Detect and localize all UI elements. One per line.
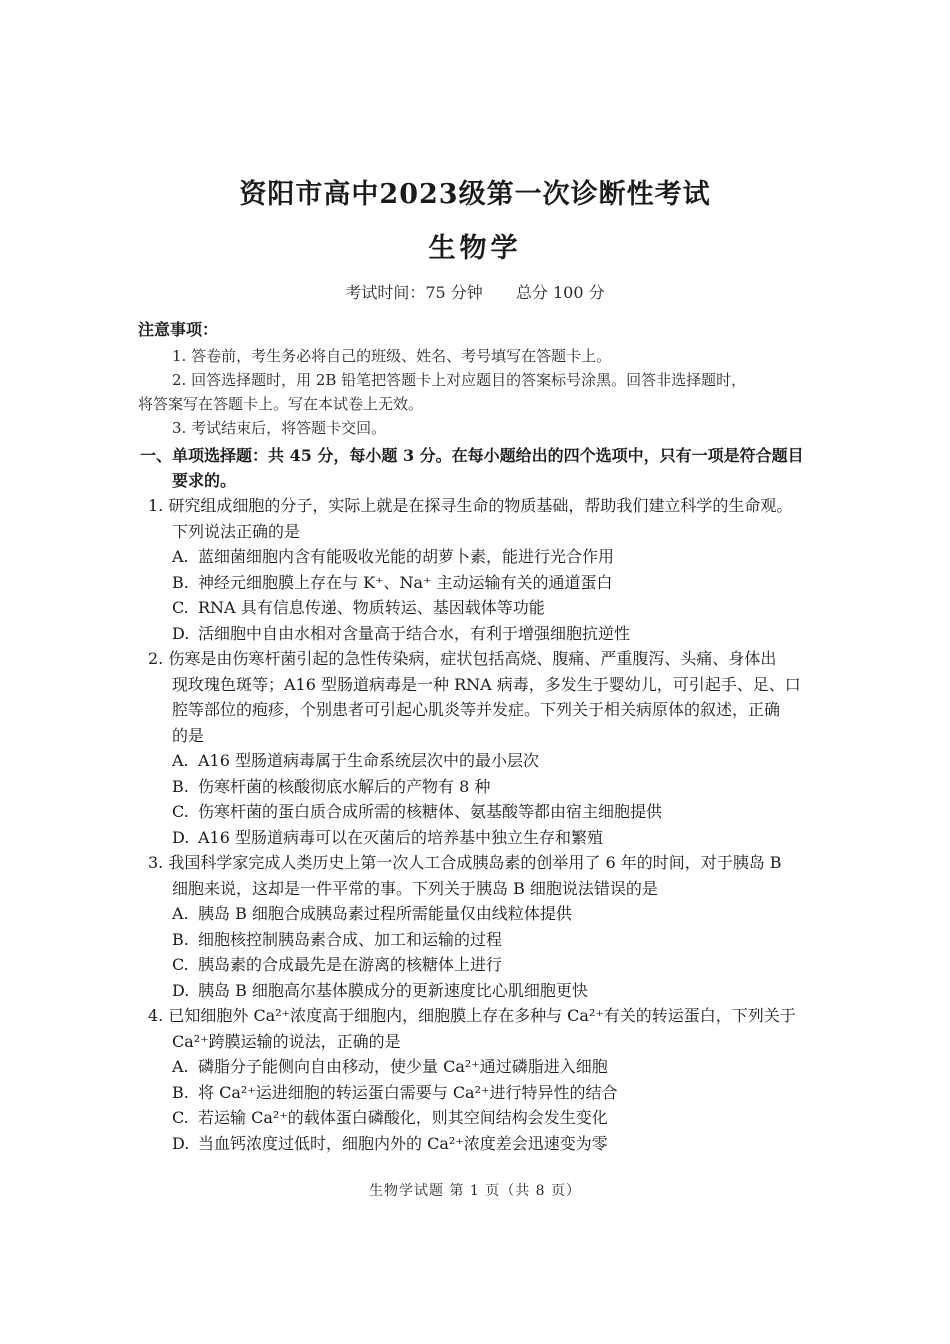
exam-info — [0, 280, 950, 303]
question-stem: 细胞来说，这却是一件平常的事。下列关于胰岛 B 细胞说法错误的是 — [172, 878, 658, 898]
option-a: A. 磷脂分子能侧向自由移动，使少量 Ca²⁺通过磷脂进入细胞 — [172, 1057, 608, 1076]
page-footer: 生物学试题 第 1 页（共 8 页） — [368, 1183, 582, 1199]
option-b: B. 神经元细胞膜上存在与 K⁺、Na⁺ 主动运输有关的通道蛋白 — [172, 572, 613, 592]
notes-item-continued: 将答案写在答题卡上。写在本试卷上无效。 — [138, 395, 424, 413]
question-stem: Ca²⁺跨膜运输的说法，正确的是 — [172, 1031, 401, 1051]
notes-item: 1. 答卷前，考生务必将自己的班级、姓名、考号填写在答题卡上。 — [172, 347, 612, 365]
option-d: D. 当血钙浓度过低时，细胞内外的 Ca²⁺浓度差会迅速变为零 — [172, 1133, 608, 1153]
option-a: A. 胰岛 B 细胞合成胰岛素过程所需能量仅由线粒体提供 — [172, 904, 572, 923]
option-c: C. RNA 具有信息传递、物质转运、基因载体等功能 — [172, 598, 545, 617]
question-stem: 现玫瑰色斑等；A16 型肠道病毒是一种 RNA 病毒，多发生于婴幼儿，可引起手、足、口 — [172, 674, 801, 694]
option-a: A. 蓝细菌细胞内含有能吸收光能的胡萝卜素，能进行光合作用 — [172, 547, 615, 566]
option-d: D. 活细胞中自由水相对含量高于结合水，有利于增强细胞抗逆性 — [172, 623, 631, 643]
section-line: 一、单项选择题：共 45 分，每小题 3 分。在每小题给出的四个选项中，只有一项是符合题目 — [140, 446, 804, 465]
option-a: A. A16 型肠道病毒属于生命系统层次中的最小层次 — [172, 751, 540, 770]
option-d: D. 胰岛 B 细胞高尔基体膜成分的更新速度比心肌细胞更快 — [172, 980, 588, 1000]
question-stem: 下列说法正确的是 — [172, 521, 301, 541]
option-c: C. 伤寒杆菌的蛋白质合成所需的核糖体、氨基酸等都由宿主细胞提供 — [172, 802, 663, 821]
exam-title: 资阳市高中2023级第一次诊断性考试 — [239, 179, 711, 210]
question-1 — [144, 493, 824, 646]
notes-item: 2. 回答选择题时，用 2B 铅笔把答题卡上对应题目的答案标号涂黑。回答非选择题时， — [172, 371, 747, 389]
section-heading — [140, 443, 820, 493]
notes-block — [138, 318, 818, 440]
question-stem: 腔等部位的疱疹，个别患者可引起心肌炎等并发症。下列关于相关病原体的叙述，正确 — [172, 700, 781, 719]
subject-title: 生物学 — [428, 233, 522, 264]
exam-score: 总分 100 分 — [515, 283, 605, 302]
option-c: C. 若运输 Ca²⁺的载体蛋白磷酸化，则其空间结构会发生变化 — [172, 1108, 608, 1127]
notes-heading: 注意事项： — [138, 320, 219, 339]
question-list — [144, 493, 824, 1156]
option-d: D. A16 型肠道病毒可以在灭菌后的培养基中独立生存和繁殖 — [172, 827, 604, 847]
question-4 — [144, 1003, 824, 1156]
question-stem: 4. 已知细胞外 Ca²⁺浓度高于细胞内，细胞膜上存在多种与 Ca²⁺有关的转运蛋白，下列关于 — [148, 1006, 796, 1025]
option-b: B. 细胞核控制胰岛素合成、加工和运输的过程 — [172, 929, 503, 949]
option-b: B. 将 Ca²⁺运进细胞的转运蛋白需要与 Ca²⁺进行特异性的结合 — [172, 1082, 618, 1102]
question-2 — [144, 646, 824, 850]
question-stem: 的是 — [172, 725, 205, 745]
question-stem: 1. 研究组成细胞的分子，实际上就是在探寻生命的物质基础，帮助我们建立科学的生命观。 — [148, 496, 793, 515]
section-line: 要求的。 — [172, 471, 237, 490]
question-3 — [144, 850, 824, 1003]
notes-item: 3. 考试结束后，将答题卡交回。 — [172, 419, 387, 437]
exam-time: 考试时间：75 分钟 — [345, 283, 483, 302]
option-c: C. 胰岛素的合成最先是在游离的核糖体上进行 — [172, 955, 503, 974]
question-stem: 3. 我国科学家完成人类历史上第一次人工合成胰岛素的创举用了 6 年的时间，对于胰岛 B — [148, 853, 782, 872]
question-stem: 2. 伤寒是由伤寒杆菌引起的急性传染病，症状包括高烧、腹痛、严重腹泻、头痛、身体出 — [148, 649, 777, 668]
option-b: B. 伤寒杆菌的核酸彻底水解后的产物有 8 种 — [172, 776, 491, 796]
